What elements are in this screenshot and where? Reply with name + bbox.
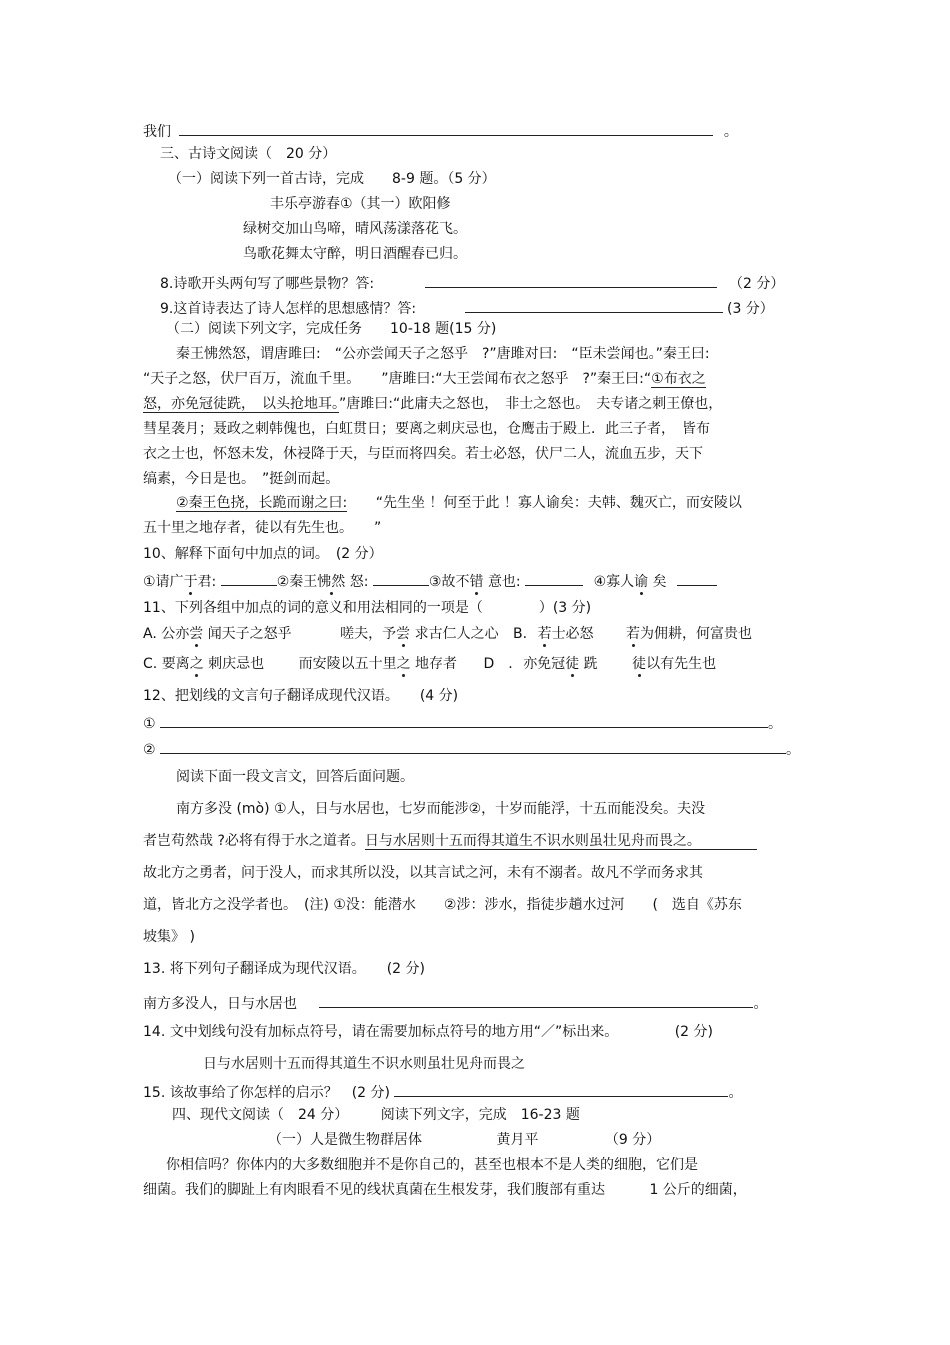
passage2-line: 者岂苟然哉 ?必将有得于水之道者。日与水居则十五而得其道生不识水则虽壮见舟而畏之。 — [143, 832, 757, 850]
question-11: 11、下列各组中加点的词的意义和用法相同的一项是（ ）(3 分) — [143, 600, 592, 616]
passage-line: “天子之怒，伏尸百万，流血千里。 ”唐雎曰:“大王尝闻布衣之怒乎 ?”秦王曰:“①布衣之 — [143, 371, 706, 387]
section3-heading: 三、古诗文阅读（ 20 分） — [160, 146, 337, 162]
answer-line-12-2: ② 。 — [143, 738, 800, 759]
passage-line: ②秦王色挠，长跪而谢之曰: “先生坐 ！何至于此 ！寡人谕矣：夫韩、魏灭亡，而安陵以 — [176, 495, 742, 511]
question-14: 14. 文中划线句没有加标点符号，请在需要加标点符号的地方用“／”标出来。 (2 分) — [143, 1024, 713, 1040]
answer-blank-q9[interactable] — [465, 297, 723, 313]
poem-intro: （一）阅读下列一首古诗，完成 8-9 题。（5 分） — [168, 171, 496, 187]
article-line: 你相信吗？你体内的大多数细胞并不是你自己的，甚至也根本不是人类的细胞，它们是 — [166, 1157, 698, 1173]
underlined-unpunctuated-sentence: 日与水居则十五而得其道生不识水则虽壮见舟而畏之。 — [365, 833, 757, 850]
answer-blank[interactable] — [179, 120, 713, 136]
answer-blank[interactable] — [319, 992, 753, 1008]
answer-blank[interactable] — [394, 1081, 728, 1097]
option-d[interactable]: D . 亦免冠徒 跣 徒以有先生也 — [483, 656, 717, 672]
question-10: 10、解释下面句中加点的词。 (2 分） — [143, 546, 383, 562]
answer-blank-q8[interactable] — [425, 272, 717, 288]
underlined-sentence-2: ②秦王色挠，长跪而谢之曰: — [176, 495, 348, 511]
answer-blank[interactable] — [221, 570, 277, 586]
passage-line: 缟素，今日是也。 ”挺剑而起。 — [143, 471, 340, 487]
answer-blank[interactable] — [160, 712, 768, 728]
question-12: 12、把划线的文言句子翻译成现代汉语。 (4 分) — [143, 688, 459, 704]
passage2-line: 坡集》 ) — [143, 929, 195, 945]
question-15: 15. 该故事给了你怎样的启示？ (2 分) 。 — [143, 1081, 742, 1102]
question-13: 13. 将下列句子翻译成为现代汉语。 (2 分) — [143, 961, 425, 977]
passage2-line: 道，皆北方之没学者也。 (注) ①没：能潜水 ②涉：涉水，指徒步趟水过河 ( 选自《苏东 — [143, 897, 742, 913]
passage2-line: 故北方之勇者，问于没人，而求其所以没，以其言试之河，未有不溺者。故凡不学而务求其 — [143, 865, 703, 881]
passage-line: 衣之士也，怀怒未发，休祲降于天，与臣而将四矣。若士必怒，伏尸二人，流血五步，天下 — [143, 446, 703, 462]
article-title: （一）人是微生物群居体 黄月平 （9 分） — [268, 1132, 661, 1148]
section4-heading: 四、现代文阅读（ 24 分） 阅读下列文字，完成 16-23 题 — [172, 1107, 580, 1123]
poem-line-2: 鸟歌花舞太守醉，明日酒醒春已归。 — [243, 246, 467, 262]
question-13-sentence: 南方多没人，日与水居也 。 — [143, 992, 767, 1013]
passage-line: 彗星袭月；聂政之刺韩傀也，白虹贯日；要离之刺庆忌也，仓鹰击于殿上．此三子者， 皆布 — [143, 421, 710, 437]
passage-line: 秦王怫然怒，谓唐雎曰: “公亦尝闻天子之怒乎 ?”唐雎对曰: “臣未尝闻也。”秦王曰: — [176, 346, 710, 362]
question-11-options-cd — [143, 655, 716, 673]
poem-line-1: 绿树交加山鸟啼，晴风荡漾落花飞。 — [243, 221, 467, 237]
option-c[interactable]: C. 要离之 刺庆忌也 而安陵以五十里之 地存者 — [143, 656, 458, 672]
article-line: 细菌。我们的脚趾上有肉眼看不见的线状真菌在生根发芽，我们腹部有重达 1 公斤的细菌， — [143, 1182, 747, 1198]
answer-blank[interactable] — [677, 570, 717, 586]
question-8: 8.诗歌开头两句写了哪些景物？答: （2 分） — [160, 272, 784, 293]
passage-line: 五十里之地存者，徒以有先生也。 ” — [143, 520, 382, 536]
option-b[interactable]: B. 若士必怒 若为佣耕，何富贵也 — [513, 626, 753, 642]
question-10-items: ①请广于君: ②秦王怫然 怒: ③故不错 意也: ④寡人谕 矣 — [143, 570, 717, 591]
passage2-line: 南方多没 (mò) ①人，日与水居也，七岁而能涉②，十岁而能浮，十五而能没矣。夫没 — [176, 801, 706, 817]
answer-blank[interactable] — [525, 570, 583, 586]
poem-title: 丰乐亭游春①（其一）欧阳修 — [270, 196, 451, 212]
question-14-sentence: 日与水居则十五而得其道生不识水则虽壮见舟而畏之 — [203, 1056, 525, 1072]
underlined-sentence-1: ①布衣之 — [651, 371, 706, 387]
passage-line: 怒，亦免冠徒跣， 以头抢地耳。”唐雎曰:“此庸夫之怒也， 非士之怒也。 夫专诸之刺王僚也， — [143, 396, 723, 412]
option-a[interactable]: A. 公亦尝 闻天子之怒乎 嗟夫，予尝 求古仁人之心 — [143, 626, 499, 642]
question-11-options-ab — [143, 625, 752, 643]
prose-intro: （二）阅读下列文字，完成任务 10-18 题(15 分) — [166, 321, 497, 337]
answer-blank[interactable] — [373, 570, 429, 586]
question-9: 9.这首诗表达了诗人怎样的思想感情？答: (3 分） — [160, 297, 774, 318]
answer-line-we: 我们 。 — [143, 120, 738, 141]
answer-line-12-1: ① 。 — [143, 712, 782, 733]
reading-intro: 阅读下面一段文言文，回答后面问题。 — [176, 769, 414, 785]
underlined-sentence-1: 怒，亦免冠徒跣， 以头抢地耳。 — [143, 396, 339, 412]
answer-blank[interactable] — [160, 738, 786, 754]
